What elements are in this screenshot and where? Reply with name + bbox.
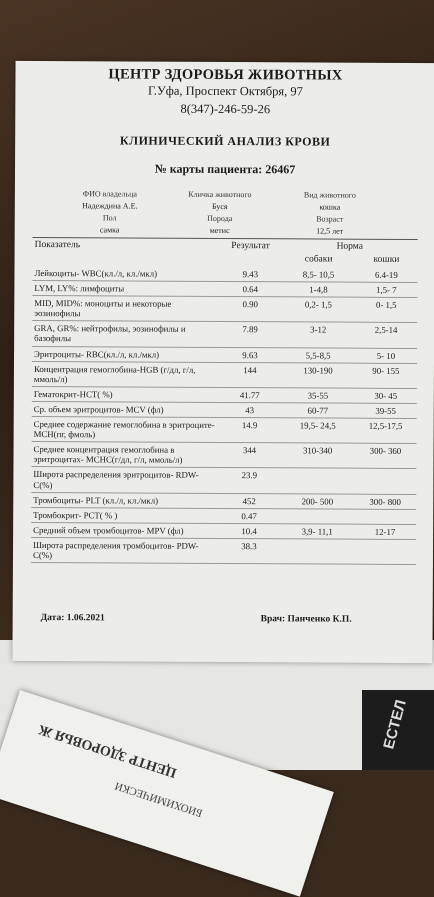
- cats-norm-cell: 12,5-17,5: [354, 418, 416, 444]
- breed-value: метис: [209, 225, 230, 235]
- age-value: 12,5 лет: [316, 225, 344, 236]
- dogs-norm-cell: 60-77: [281, 403, 355, 418]
- rotated-paper-text: ЦЕНТР ЗДОРОВЬЯ Ж: [36, 721, 179, 780]
- cats-norm-cell: 30- 45: [355, 388, 417, 403]
- col-norm-header: Норма: [336, 241, 363, 252]
- col-cats-header: кошки: [373, 254, 400, 265]
- col-dogs-header: собаки: [304, 254, 333, 265]
- param-cell: Тромбокрит- PCT( % ): [31, 507, 218, 523]
- pet-label: Кличка животного: [188, 189, 252, 199]
- species-label: Вид животного: [303, 189, 356, 200]
- cats-norm-cell: 12-17: [354, 524, 416, 539]
- dogs-norm-cell: 3,9- 11,1: [280, 524, 354, 539]
- document-title: КЛИНИЧЕСКИЙ АНАЛИЗ КРОВИ: [119, 133, 331, 149]
- dogs-norm-cell: 3-12: [281, 322, 355, 348]
- table-row: [32, 361, 417, 388]
- param-cell: Концентрация гемоглобина-HGB (г/дл, г/л, ммоль/л): [32, 361, 219, 387]
- table-row: [31, 467, 416, 494]
- analysis-sheet: [12, 61, 434, 663]
- param-cell: LYM, LY%: лимфоциты: [32, 280, 219, 296]
- dogs-norm-cell: 5,5-8,5: [281, 347, 355, 362]
- cats-norm-cell: 2,5-14: [355, 322, 417, 348]
- param-cell: Лейкоциты- WBC(кл./л, кл./мкл): [32, 266, 219, 282]
- clinic-address: Г.Уфа, Проспект Октября, 97: [147, 83, 303, 99]
- breed-label: Порода: [207, 213, 233, 223]
- col-result-header: Результат: [231, 241, 270, 252]
- cats-norm-cell: 1,5- 7: [355, 282, 417, 297]
- age-label: Возраст: [316, 213, 344, 224]
- result-cell: 23.9: [218, 468, 281, 494]
- result-cell: 7.89: [219, 322, 282, 348]
- param-cell: Среднее концентрация гемоглобина в эритроцитах- MCHC(г/дл, г/л, ммоль/л): [31, 442, 218, 468]
- result-cell: 9.43: [219, 267, 282, 282]
- cats-norm-cell: [354, 469, 416, 495]
- pet-value: Буся: [211, 201, 228, 211]
- results-table: [31, 237, 418, 565]
- result-cell: 38.3: [217, 539, 280, 565]
- table-row: [32, 296, 417, 323]
- cats-norm-cell: 300- 360: [354, 443, 416, 469]
- clinic-name: ЦЕНТР ЗДОРОВЬЯ ЖИВОТНЫХ: [108, 66, 343, 84]
- result-cell: 144: [218, 362, 281, 388]
- patient-info: [55, 187, 385, 237]
- sex-label: Пол: [102, 212, 117, 222]
- dogs-norm-cell: [280, 539, 354, 565]
- cats-norm-cell: [354, 509, 416, 524]
- clinic-phone: 8(347)-246-59-26: [180, 101, 271, 117]
- param-cell: Эритроциты- RBC(кл./л, кл./мкл): [32, 346, 219, 362]
- dogs-norm-cell: 0,2- 1,5: [282, 297, 356, 323]
- result-cell: 344: [218, 443, 281, 469]
- result-cell: 43: [218, 402, 281, 417]
- param-cell: Средний объем тромбоцитов- MPV (фл): [31, 522, 218, 538]
- rotated-paper-text-2: БИОХИМИЧЕСКИ: [113, 779, 205, 820]
- dogs-norm-cell: 19,5- 24,5: [281, 418, 355, 444]
- dogs-norm-cell: [281, 468, 355, 494]
- dogs-norm-cell: 35-55: [281, 388, 355, 403]
- table-row: [32, 321, 417, 348]
- analysis-date: Дата: 1.06.2021: [40, 613, 105, 624]
- result-cell: 14.9: [218, 418, 281, 444]
- cats-norm-cell: 90- 155: [355, 363, 417, 389]
- table-row: [31, 442, 416, 469]
- dogs-norm-cell: [280, 509, 354, 524]
- param-cell: MID, MID%: моноциты и некоторые эозинофилы: [32, 296, 219, 322]
- param-cell: GRA, GR%: нейтрофилы, эозинофилы и базофилы: [32, 321, 219, 347]
- cats-norm-cell: [354, 539, 416, 565]
- result-cell: 452: [218, 493, 281, 508]
- param-cell: Широта распределения тромбоцитов- PDW-C(%): [31, 538, 218, 564]
- cats-norm-cell: 6.4-19: [355, 268, 417, 283]
- dogs-norm-cell: 1-4,8: [282, 282, 356, 297]
- cats-norm-cell: 0- 1,5: [355, 297, 417, 323]
- dogs-norm-cell: 8,5- 10,5: [282, 267, 356, 282]
- result-cell: 9.63: [219, 347, 282, 362]
- param-cell: Тромбоциты- PLT (кл./л, кл./мкл): [31, 492, 218, 508]
- dogs-norm-cell: 130-190: [281, 362, 355, 388]
- col-param-header: Показатель: [34, 240, 81, 251]
- owner-value: Надеждина А.Е.: [82, 200, 138, 211]
- param-cell: Широта распределения эритроцитов- RDW-C(%): [31, 467, 218, 493]
- result-cell: 41.77: [218, 387, 281, 402]
- dogs-norm-cell: 310-340: [281, 443, 355, 469]
- doctor-name: Врач: Панченко К.П.: [260, 614, 352, 625]
- result-cell: 0.90: [219, 297, 282, 323]
- dark-object: ЕСТЕЛ: [362, 690, 434, 770]
- result-cell: 0.47: [218, 508, 281, 523]
- cats-norm-cell: 5- 10: [355, 348, 417, 363]
- patient-card-number: № карты пациента: 26467: [154, 161, 296, 177]
- table-row: [32, 417, 417, 444]
- result-cell: 10.4: [218, 523, 281, 538]
- param-cell: Ср. объем эритроцитов- MCV (фл): [32, 401, 219, 417]
- param-cell: Гематокрит-HCT( %): [32, 386, 219, 402]
- sex-value: самка: [99, 224, 120, 234]
- param-cell: Среднее содержание гемоглобина в эритроците- МСН(пг, фмоль): [32, 417, 219, 443]
- cats-norm-cell: 300- 800: [354, 494, 416, 509]
- dogs-norm-cell: 200- 500: [281, 494, 355, 509]
- result-cell: 0.64: [219, 281, 282, 296]
- owner-label: ФИО владельца: [82, 188, 137, 199]
- table-row: [31, 538, 416, 565]
- species-value: кошка: [319, 201, 341, 212]
- cats-norm-cell: 39-55: [355, 403, 417, 418]
